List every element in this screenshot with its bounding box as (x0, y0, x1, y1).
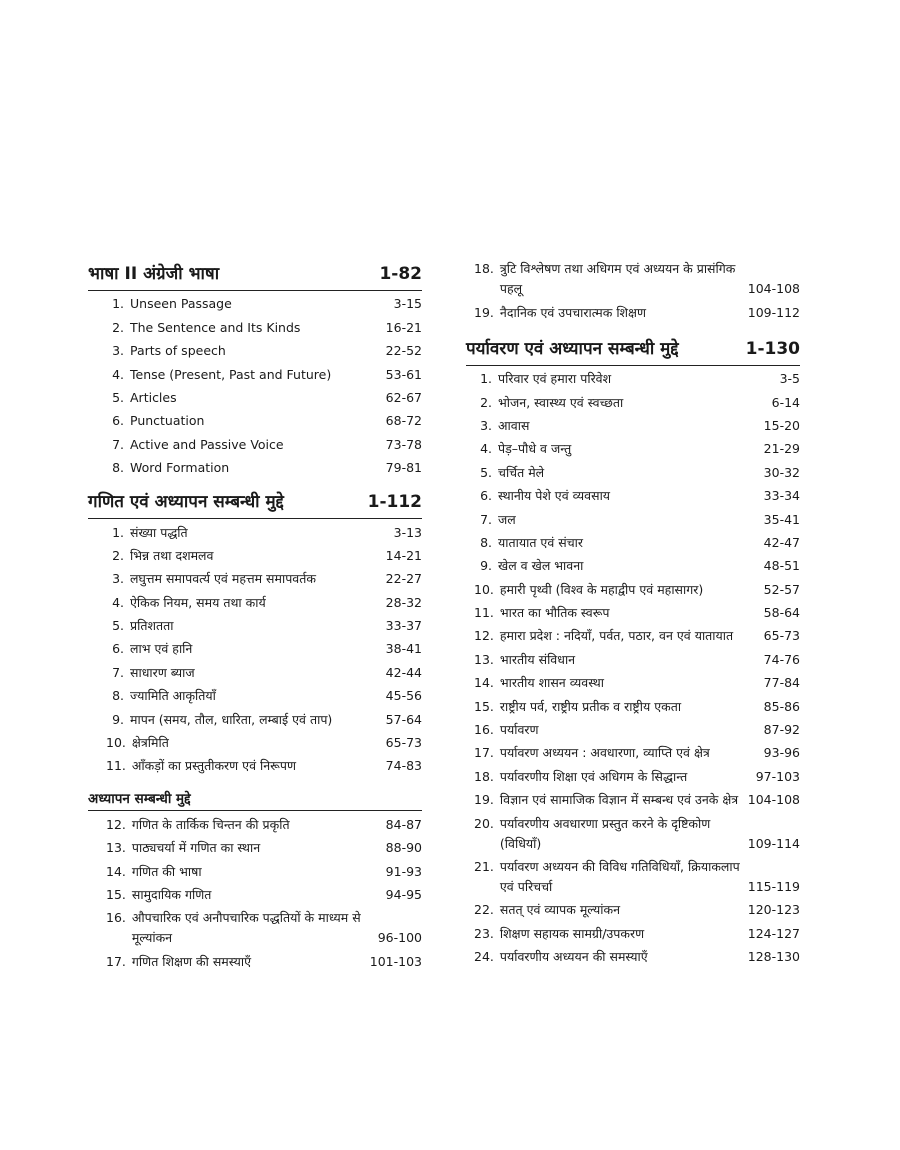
toc-entry (88, 858, 422, 881)
toc-entry-number: 1. (112, 524, 124, 540)
toc-entry (466, 717, 800, 740)
toc-entry (466, 670, 800, 693)
toc-entry (466, 854, 800, 897)
toc-entry (88, 589, 422, 612)
section-page-range: 1-82 (379, 264, 422, 284)
toc-entry-label (474, 303, 740, 323)
toc-entry-title: Punctuation (130, 413, 205, 429)
toc-entry-pages: 35-41 (763, 511, 800, 527)
section-title: पर्यावरण एवं अध्यापन सम्बन्धी मुद्दे (466, 338, 679, 359)
toc-entry (88, 455, 422, 478)
toc-entry (466, 646, 800, 669)
toc-entry-number: 7. (112, 436, 124, 452)
toc-entry-title: मापन (समय, तौल, धारिता, लम्बाई एवं ताप) (130, 711, 333, 727)
toc-entry (466, 810, 800, 853)
toc-entry-number: 3. (480, 417, 492, 433)
toc-entry-pages: 57-64 (385, 711, 422, 727)
toc-entry-label (106, 569, 378, 589)
toc-entry-number: 20. (474, 815, 494, 831)
toc-entry-number: 5. (112, 389, 124, 405)
toc-entry (88, 566, 422, 589)
toc-entry-pages: 58-64 (763, 605, 800, 621)
toc-right-column (466, 256, 800, 973)
toc-entry-title: Word Formation (130, 460, 230, 476)
toc-entry-pages: 94-95 (385, 886, 422, 902)
toc-entry (466, 299, 800, 322)
toc-entry-pages: 77-84 (763, 675, 800, 691)
toc-entry-number: 17. (474, 745, 494, 761)
toc-entry (88, 636, 422, 659)
toc-entry-label (106, 756, 378, 776)
toc-entry (88, 730, 422, 753)
toc-entry-label (106, 435, 378, 455)
toc-entry-number: 13. (474, 651, 494, 667)
toc-item-list (88, 291, 422, 484)
toc-item-list (466, 366, 800, 973)
toc-entry-title: चर्चित मेले (498, 464, 545, 480)
toc-entry (466, 944, 800, 967)
toc-entry (88, 706, 422, 729)
toc-entry-label (474, 650, 756, 670)
toc-entry-title: सामुदायिक गणित (131, 886, 212, 902)
toc-entry-label (474, 947, 740, 967)
toc-entry-label (106, 686, 378, 706)
toc-entry-label (106, 908, 370, 948)
toc-entry-number: 13. (106, 840, 126, 856)
toc-entry-number: 12. (106, 816, 126, 832)
toc-entry (466, 553, 800, 576)
toc-entry-title: जल (498, 511, 516, 527)
toc-entry-title: पर्यावरण अध्ययन की विविध गतिविधियाँ, क्रियाकलाप एवं परिचर्चा (499, 858, 740, 894)
toc-entry-title: भिन्न तथा दशमलव (130, 547, 214, 563)
toc-entry-label (106, 341, 378, 361)
toc-entry-pages: 68-72 (385, 413, 422, 429)
toc-entry-pages: 93-96 (763, 745, 800, 761)
toc-entry-pages: 28-32 (385, 594, 422, 610)
toc-entry-label (474, 259, 740, 299)
toc-entry-label (474, 416, 756, 436)
toc-entry-pages: 42-47 (763, 534, 800, 550)
toc-entry-number: 18. (474, 768, 494, 784)
toc-entry-label (106, 458, 378, 478)
toc-entry-label (474, 463, 756, 483)
toc-entry-title: सतत् एवं व्यापक मूल्यांकन (499, 902, 621, 918)
toc-entry (466, 740, 800, 763)
toc-entry-pages: 91-93 (385, 863, 422, 879)
toc-entry-title: भारतीय संविधान (499, 651, 576, 667)
section-heading (466, 329, 800, 366)
toc-entry-number: 7. (112, 664, 124, 680)
toc-entry-number: 7. (480, 511, 492, 527)
toc-entry-pages: 85-86 (763, 698, 800, 714)
toc-entry-label (474, 603, 756, 623)
toc-entry-number: 14. (474, 675, 494, 691)
section-page-range: 1-130 (745, 338, 800, 359)
toc-entry-pages: 62-67 (385, 389, 422, 405)
toc-entry-title: गणित की भाषा (131, 863, 202, 879)
toc-entry-label (106, 885, 378, 905)
toc-entry (88, 613, 422, 636)
toc-entry-number: 1. (480, 371, 492, 387)
toc-entry-label (474, 510, 756, 530)
toc-entry-label (474, 743, 756, 763)
toc-entry-pages: 3-5 (779, 371, 800, 387)
toc-entry-label (106, 365, 378, 385)
toc-entry-title: हमारी पृथ्वी (विश्व के महाद्वीप एवं महासागर) (499, 581, 704, 597)
toc-entry-label (474, 439, 756, 459)
toc-entry-number: 19. (474, 792, 494, 808)
toc-entry-pages: 109-114 (747, 835, 800, 851)
toc-entry (88, 519, 422, 542)
toc-entry (466, 413, 800, 436)
toc-entry-number: 19. (474, 304, 494, 320)
toc-entry-title: Parts of speech (130, 343, 226, 359)
toc-entry-number: 18. (474, 261, 494, 277)
toc-entry-pages: 74-83 (385, 758, 422, 774)
toc-entry-title: राष्ट्रीय पर्व, राष्ट्रीय प्रतीक व राष्ट्रीय एकता (499, 698, 682, 714)
toc-entry-pages: 6-14 (771, 394, 800, 410)
toc-entry-label (474, 556, 756, 576)
toc-entry-number: 11. (474, 605, 494, 621)
toc-item-list (466, 256, 800, 329)
toc-entry (466, 436, 800, 459)
toc-entry-title: Articles (130, 389, 177, 405)
toc-entry-number: 9. (112, 711, 124, 727)
toc-entry-number: 5. (480, 464, 492, 480)
toc-entry (88, 753, 422, 776)
toc-entry-number: 11. (106, 758, 126, 774)
toc-entry-label (106, 639, 378, 659)
toc-entry-label (474, 857, 740, 897)
toc-entry (466, 576, 800, 599)
toc-entry-title: पर्यावरणीय अध्ययन की समस्याएँ (499, 949, 648, 965)
toc-entry-title: लाभ एवं हानि (130, 641, 193, 657)
toc-entry-pages: 3-13 (393, 524, 422, 540)
toc-entry-label (474, 720, 756, 740)
toc-entry-pages: 97-103 (755, 768, 800, 784)
toc-entry-label (474, 533, 756, 553)
toc-entry-pages: 21-29 (763, 441, 800, 457)
toc-entry-label (106, 862, 378, 882)
toc-entry-title: संख्या पद्धति (130, 524, 188, 540)
toc-entry-pages: 104-108 (747, 281, 800, 297)
toc-entry (88, 543, 422, 566)
section-page-range: 1-112 (367, 492, 422, 513)
toc-entry (88, 835, 422, 858)
toc-entry (88, 385, 422, 408)
toc-entry-number: 3. (112, 343, 124, 359)
section-heading (88, 256, 422, 291)
toc-entry-pages: 65-73 (763, 628, 800, 644)
toc-entry-number: 15. (106, 886, 126, 902)
toc-entry (88, 811, 422, 834)
toc-entry-pages: 14-21 (385, 547, 422, 563)
toc-entry-pages: 73-78 (385, 436, 422, 452)
toc-entry (88, 338, 422, 361)
toc-entry-pages: 79-81 (385, 460, 422, 476)
toc-entry-title: शिक्षण सहायक सामग्री/उपकरण (499, 925, 645, 941)
toc-entry-pages: 74-76 (763, 651, 800, 667)
toc-entry-label (106, 388, 378, 408)
toc-entry-number: 8. (112, 688, 124, 704)
toc-entry-number: 4. (480, 441, 492, 457)
toc-entry-title: औपचारिक एवं अनौपचारिक पद्धतियों के माध्यम से मूल्यांकन (131, 910, 361, 946)
toc-entry-label (106, 815, 378, 835)
toc-entry-label (474, 580, 756, 600)
toc-entry-pages: 3-15 (393, 296, 422, 312)
toc-entry-title: पर्यावरण (499, 722, 539, 738)
toc-entry (466, 920, 800, 943)
toc-entry-pages: 15-20 (763, 417, 800, 433)
toc-entry (466, 693, 800, 716)
toc-entry-title: आँकड़ों का प्रस्तुतीकरण एवं निरूपण (131, 758, 297, 774)
toc-entry (88, 683, 422, 706)
toc-entry-label (474, 790, 740, 810)
toc-entry (466, 366, 800, 389)
toc-entry-label (474, 486, 756, 506)
toc-entry-pages: 87-92 (763, 722, 800, 738)
toc-entry-label (474, 673, 756, 693)
toc-entry-pages: 109-112 (747, 304, 800, 320)
toc-entry-label (106, 318, 378, 338)
toc-entry-pages: 65-73 (385, 735, 422, 751)
toc-entry (466, 600, 800, 623)
toc-entry-pages: 128-130 (747, 949, 800, 965)
toc-entry-number: 8. (480, 534, 492, 550)
toc-entry-title: Unseen Passage (130, 296, 232, 312)
toc-entry-pages: 16-21 (385, 319, 422, 335)
toc-entry (88, 408, 422, 431)
toc-entry-number: 12. (474, 628, 494, 644)
toc-entry-label (474, 900, 740, 920)
toc-entry-number: 15. (474, 698, 494, 714)
toc-entry-number: 4. (112, 366, 124, 382)
toc-entry-title: स्थानीय पेशे एवं व्यवसाय (498, 488, 611, 504)
section-title: गणित एवं अध्यापन सम्बन्धी मुद्दे (88, 492, 284, 513)
toc-entry-number: 8. (112, 460, 124, 476)
toc-entry-label (474, 369, 772, 389)
toc-entry-title: लघुत्तम समापवर्त्य एवं महत्तम समापवर्तक (130, 571, 316, 587)
toc-item-list (88, 811, 422, 977)
toc-entry (466, 256, 800, 299)
toc-entry-label (106, 663, 378, 683)
toc-entry (88, 431, 422, 454)
toc-entry-title: त्रुटि विश्लेषण तथा अधिगम एवं अध्ययन के प्रासंगिक पहलू (499, 261, 736, 297)
toc-entry-title: पर्यावरणीय अवधारणा प्रस्तुत करने के दृष्टिकोण (विधियाँ) (499, 815, 711, 851)
toc-entry-number: 23. (474, 925, 494, 941)
toc-entry-title: प्रतिशतता (130, 618, 174, 634)
toc-entry-number: 1. (112, 296, 124, 312)
toc-entry-pages: 120-123 (747, 902, 800, 918)
toc-entry-title: ऐकिक नियम, समय तथा कार्य (130, 594, 266, 610)
toc-entry-label (106, 733, 378, 753)
toc-entry-number: 6. (112, 641, 124, 657)
toc-entry-title: परिवार एवं हमारा परिवेश (498, 371, 612, 387)
toc-entry-number: 22. (474, 902, 494, 918)
toc-entry-pages: 96-100 (377, 930, 422, 946)
toc-entry (466, 787, 800, 810)
toc-entry-number: 24. (474, 949, 494, 965)
toc-entry-title: हमारा प्रदेश : नदियाँ, पर्वत, पठार, वन एवं यातायात (499, 628, 734, 644)
toc-entry (466, 623, 800, 646)
toc-entry (466, 530, 800, 553)
toc-entry-number: 21. (474, 858, 494, 874)
toc-entry-number: 2. (480, 394, 492, 410)
toc-entry (466, 506, 800, 529)
section-heading (88, 484, 422, 519)
toc-entry-label (474, 924, 740, 944)
toc-entry-title: क्षेत्रमिति (131, 735, 169, 751)
toc-entry-title: विज्ञान एवं सामाजिक विज्ञान में सम्बन्ध एवं उनके क्षेत्र (499, 792, 739, 808)
toc-entry-number: 16. (106, 910, 126, 926)
toc-entry-pages: 42-44 (385, 664, 422, 680)
toc-entry (88, 882, 422, 905)
toc-entry-title: भारतीय शासन व्यवस्था (499, 675, 605, 691)
toc-entry (466, 763, 800, 786)
toc-entry-pages: 45-56 (385, 688, 422, 704)
toc-entry-number: 5. (112, 618, 124, 634)
toc-entry-title: पर्यावरणीय शिक्षा एवं अधिगम के सिद्धान्त (499, 768, 688, 784)
toc-entry (88, 659, 422, 682)
toc-entry-title: यातायात एवं संचार (498, 534, 584, 550)
toc-entry (88, 905, 422, 948)
toc-entry-pages: 22-27 (385, 571, 422, 587)
subsection-heading: अध्यापन सम्बन्धी मुद्दे (88, 782, 422, 811)
toc-entry (466, 389, 800, 412)
toc-entry-title: भारत का भौतिक स्वरूप (499, 605, 610, 621)
toc-entry-label (474, 814, 740, 854)
toc-entry-title: पाठ्यचर्या में गणित का स्थान (131, 840, 261, 856)
toc-entry-label (106, 294, 386, 314)
toc-entry-number: 16. (474, 722, 494, 738)
toc-entry-label (106, 616, 378, 636)
toc-entry-label (106, 546, 378, 566)
toc-entry-pages: 33-34 (763, 488, 800, 504)
toc-entry-number: 14. (106, 863, 126, 879)
toc-entry-pages: 38-41 (385, 641, 422, 657)
toc-entry (88, 291, 422, 314)
toc-entry-number: 17. (106, 953, 126, 969)
toc-entry-title: पेड़–पौधे व जन्तु (498, 441, 572, 457)
toc-entry-pages: 88-90 (385, 840, 422, 856)
toc-entry-title: गणित शिक्षण की समस्याएँ (131, 953, 252, 969)
toc-entry-title: Active and Passive Voice (130, 436, 284, 452)
toc-entry-pages: 115-119 (747, 878, 800, 894)
toc-entry-title: खेल व खेल भावना (498, 558, 584, 574)
toc-entry-number: 2. (112, 319, 124, 335)
toc-entry-title: नैदानिक एवं उपचारात्मक शिक्षण (499, 304, 647, 320)
toc-entry (466, 459, 800, 482)
toc-entry-label (474, 626, 756, 646)
toc-entry-label (106, 523, 386, 543)
toc-entry-pages: 104-108 (747, 792, 800, 808)
toc-entry-title: गणित के तार्किक चिन्तन की प्रकृति (131, 816, 290, 832)
toc-entry-label (474, 393, 764, 413)
toc-item-list (88, 519, 422, 782)
toc-entry-pages: 124-127 (747, 925, 800, 941)
toc-entry-title: आवास (498, 417, 530, 433)
toc-entry-number: 10. (106, 735, 126, 751)
toc-entry-title: पर्यावरण अध्ययन : अवधारणा, व्याप्ति एवं क्षेत्र (499, 745, 710, 761)
toc-entry-label (106, 838, 378, 858)
toc-entry-pages: 30-32 (763, 464, 800, 480)
toc-left-column (88, 256, 422, 978)
toc-entry (466, 897, 800, 920)
section-title: भाषा II अंग्रेजी भाषा (88, 264, 220, 284)
toc-entry-label (474, 767, 748, 787)
toc-entry-number: 3. (112, 571, 124, 587)
toc-entry (466, 483, 800, 506)
toc-entry-pages: 22-52 (385, 343, 422, 359)
toc-entry-pages: 52-57 (763, 581, 800, 597)
toc-entry-pages: 53-61 (385, 366, 422, 382)
toc-entry-pages: 48-51 (763, 558, 800, 574)
toc-entry-number: 10. (474, 581, 494, 597)
toc-entry-number: 2. (112, 547, 124, 563)
toc-entry-label (106, 593, 378, 613)
toc-entry-title: भोजन, स्वास्थ्य एवं स्वच्छता (498, 394, 624, 410)
toc-entry-title: Tense (Present, Past and Future) (130, 366, 332, 382)
toc-entry-title: साधारण ब्याज (130, 664, 195, 680)
toc-entry-pages: 101-103 (369, 953, 422, 969)
toc-entry-pages: 84-87 (385, 816, 422, 832)
toc-entry-label (106, 710, 378, 730)
toc-entry-number: 6. (112, 413, 124, 429)
toc-entry-label (106, 952, 362, 972)
toc-entry-label (474, 697, 756, 717)
toc-entry (88, 314, 422, 337)
toc-entry-title: ज्यामिति आकृतियाँ (130, 688, 216, 704)
toc-entry-label (106, 411, 378, 431)
toc-entry-number: 6. (480, 488, 492, 504)
toc-entry (88, 948, 422, 971)
toc-entry-number: 4. (112, 594, 124, 610)
toc-entry-pages: 33-37 (385, 618, 422, 634)
toc-entry-number: 9. (480, 558, 492, 574)
toc-entry (88, 361, 422, 384)
toc-entry-title: The Sentence and Its Kinds (130, 319, 301, 335)
